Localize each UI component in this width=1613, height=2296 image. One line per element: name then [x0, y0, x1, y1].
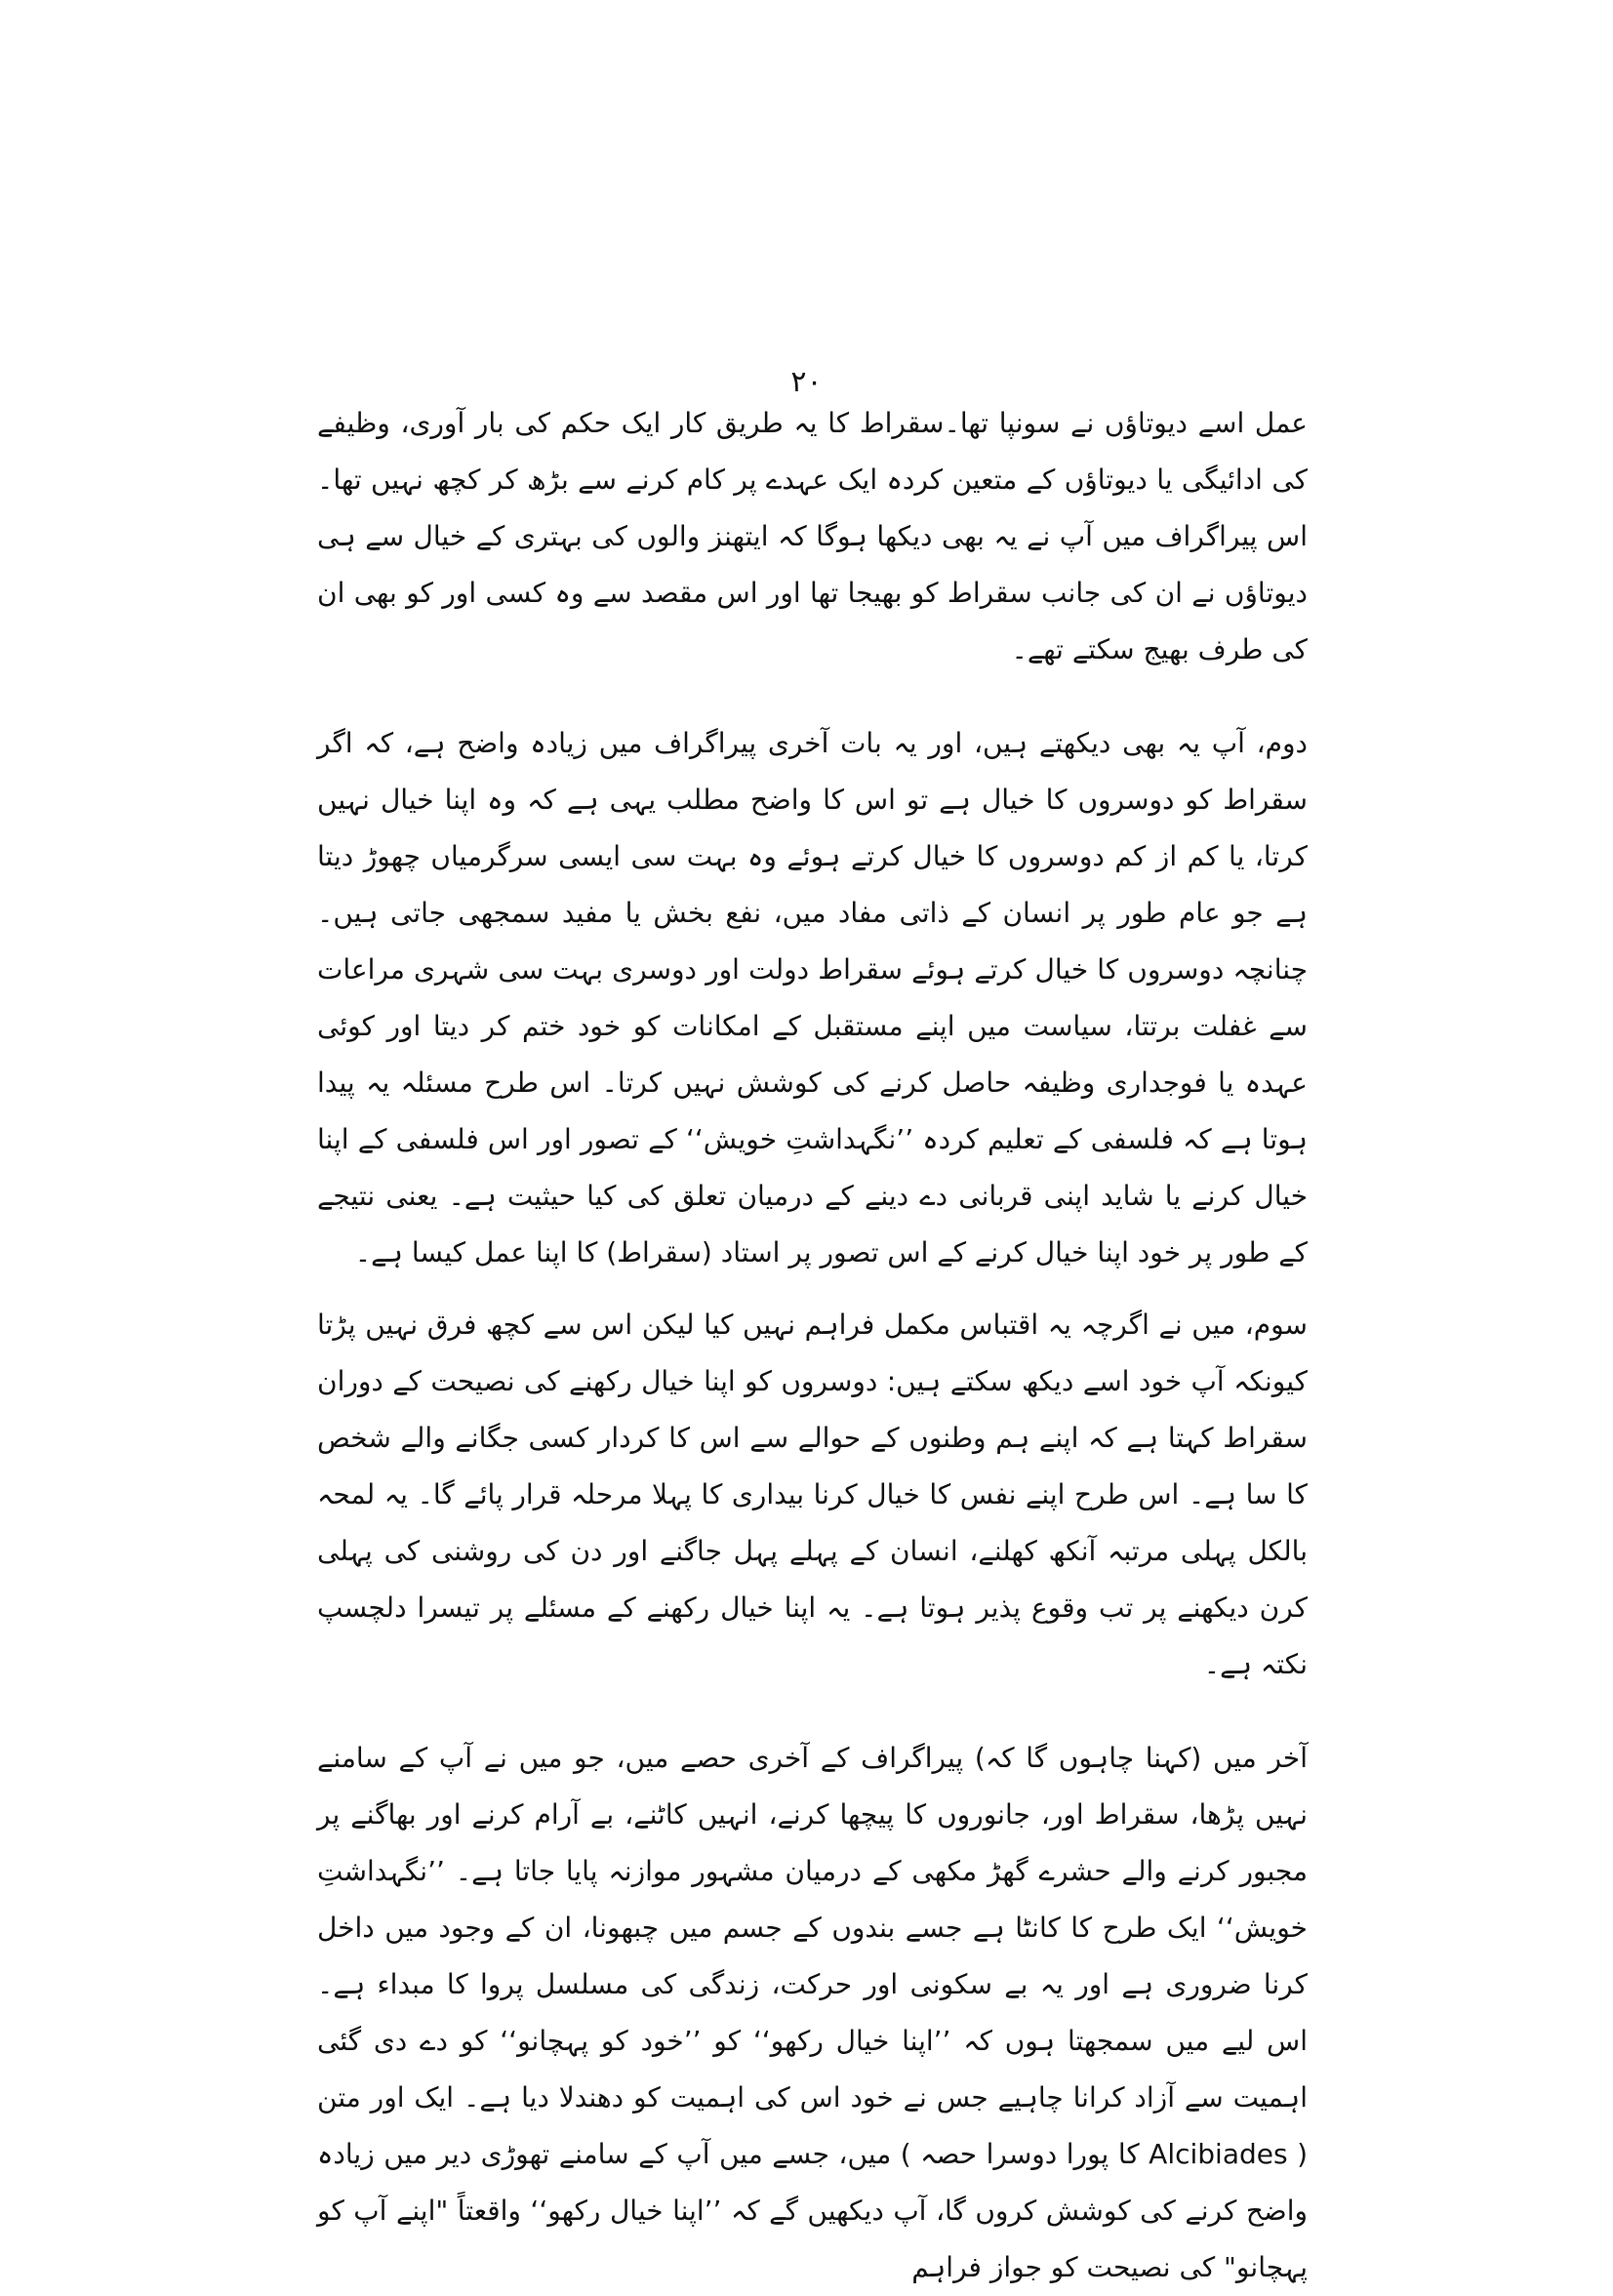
paragraph: دوم، آپ یہ بھی دیکھتے ہیں، اور یہ بات آخری پیراگراف میں زیادہ واضح ہے، کہ اگر سقراط کو دوسروں کا خیال ہے تو اس کا واضح مطلب یہی ہے کہ وہ اپنا خیال نہیں کرتا، یا کم از کم دوسروں کا خیال کرتے ہوئے وہ بہت سی ایسی سرگرمیاں چھوڑ دیتا ہے جو عام طور پر انسان کے ذاتی مفاد میں، نفع بخش یا مفید سمجھی جاتی ہیں۔ چنانچہ دوسروں کا خیال کرتے ہوئے سقراط دولت اور دوسری بہت سی شہری مراعات سے غفلت برتتا، سیاست میں اپنے مستقبل کے امکانات کو خود ختم کر دیتا اور کوئی عہدہ یا فوجداری وظیفہ حاصل کرنے کی کوشش نہیں کرتا۔ اس طرح مسئلہ یہ پیدا ہوتا ہے کہ فلسفی کے تعلیم کردہ ’’نگہداشتِ خویش‘‘ کے تصور اور اس فلسفی کے اپنا خیال کرنے یا شاید اپنی قربانی دے دینے کے درمیان تعلق کی کیا حیثیت ہے۔ یعنی نتیجے کے طور پر خود اپنا خیال کرنے کے اس تصور پر استاد (سقراط) کا اپنا عمل کیسا ہے۔	[317, 727, 1308, 1269]
paragraph: آخر میں (کہنا چاہوں گا کہ) پیراگراف کے آخری حصے میں، جو میں نے آپ کے سامنے نہیں پڑھا، سقراط اور، جانوروں کا پیچھا کرنے، انہیں کاٹنے، بے آرام کرنے اور بھاگنے پر مجبور کرنے والے حشرے گھڑ مکھی کے درمیان مشہور موازنہ پایا جاتا ہے۔ ’’نگہداشتِ خویش‘‘ ایک طرح کا کانٹا ہے جسے بندوں کے جسم میں چبھونا، ان کے وجود میں داخل کرنا ضروری ہے اور یہ بے سکونی اور حرکت، زندگی کی مسلسل پروا کا مبداء ہے۔ اس لیے میں سمجھتا ہوں کہ ’’اپنا خیال رکھو‘‘ کو ’’خود کو پہچانو‘‘ کو دے دی گئی اہمیت سے آزاد کرانا چاہیے جس نے خود اس کی اہمیت کو دھندلا دیا ہے۔ ایک اور متن ( Alcibiades کا پورا دوسرا حصہ ) میں، جسے میں آپ کے سامنے تھوڑی دیر میں زیادہ واضح کرنے کی کوشش کروں گا، آپ دیکھیں گے کہ ’’اپنا خیال رکھو‘‘ واقعتاً "اپنے آپ کو پہچانو" کی نصیحت کو جواز فراہم	[317, 1742, 1308, 2283]
paragraph: عمل اسے دیوتاؤں نے سونپا تھا۔سقراط کا یہ طریق کار ایک حکم کی بار آوری، وظیفے کی ادائیگی یا دیوتاؤں کے متعین کردہ ایک عہدے پر کام کرنے سے بڑھ کر کچھ نہیں تھا۔ اس پیراگراف میں آپ نے یہ بھی دیکھا ہوگا کہ ایتھنز والوں کی بہتری کے خیال سے ہی دیوتاؤں نے ان کی جانب سقراط کو بھیجا تھا اور اس مقصد سے وہ کسی اور کو بھی ان کی طرف بھیج سکتے تھے۔	[317, 407, 1308, 665]
page-number: ۲۰	[790, 365, 823, 399]
paragraph: سوم، میں نے اگرچہ یہ اقتباس مکمل فراہم نہیں کیا لیکن اس سے کچھ فرق نہیں پڑتا کیونکہ آپ خود اسے دیکھ سکتے ہیں: دوسروں کو اپنا خیال رکھنے کی نصیحت کے دوران سقراط کہتا ہے کہ اپنے ہم وطنوں کے حوالے سے اس کا کردار کسی جگانے والے شخص کا سا ہے۔ اس طرح اپنے نفس کا خیال کرنا بیداری کا پہلا مرحلہ قرار پائے گا۔ یہ لمحہ بالکل پہلی مرتبہ آنکھ کھلنے، انسان کے پہلے پہل جاگنے اور دن کی روشنی کی پہلی کرن دیکھنے پر تب وقوع پذیر ہوتا ہے۔ یہ اپنا خیال رکھنے کے مسئلے پر تیسرا دلچسپ نکتہ ہے۔	[317, 1309, 1308, 1680]
body-text	[317, 395, 1308, 2296]
